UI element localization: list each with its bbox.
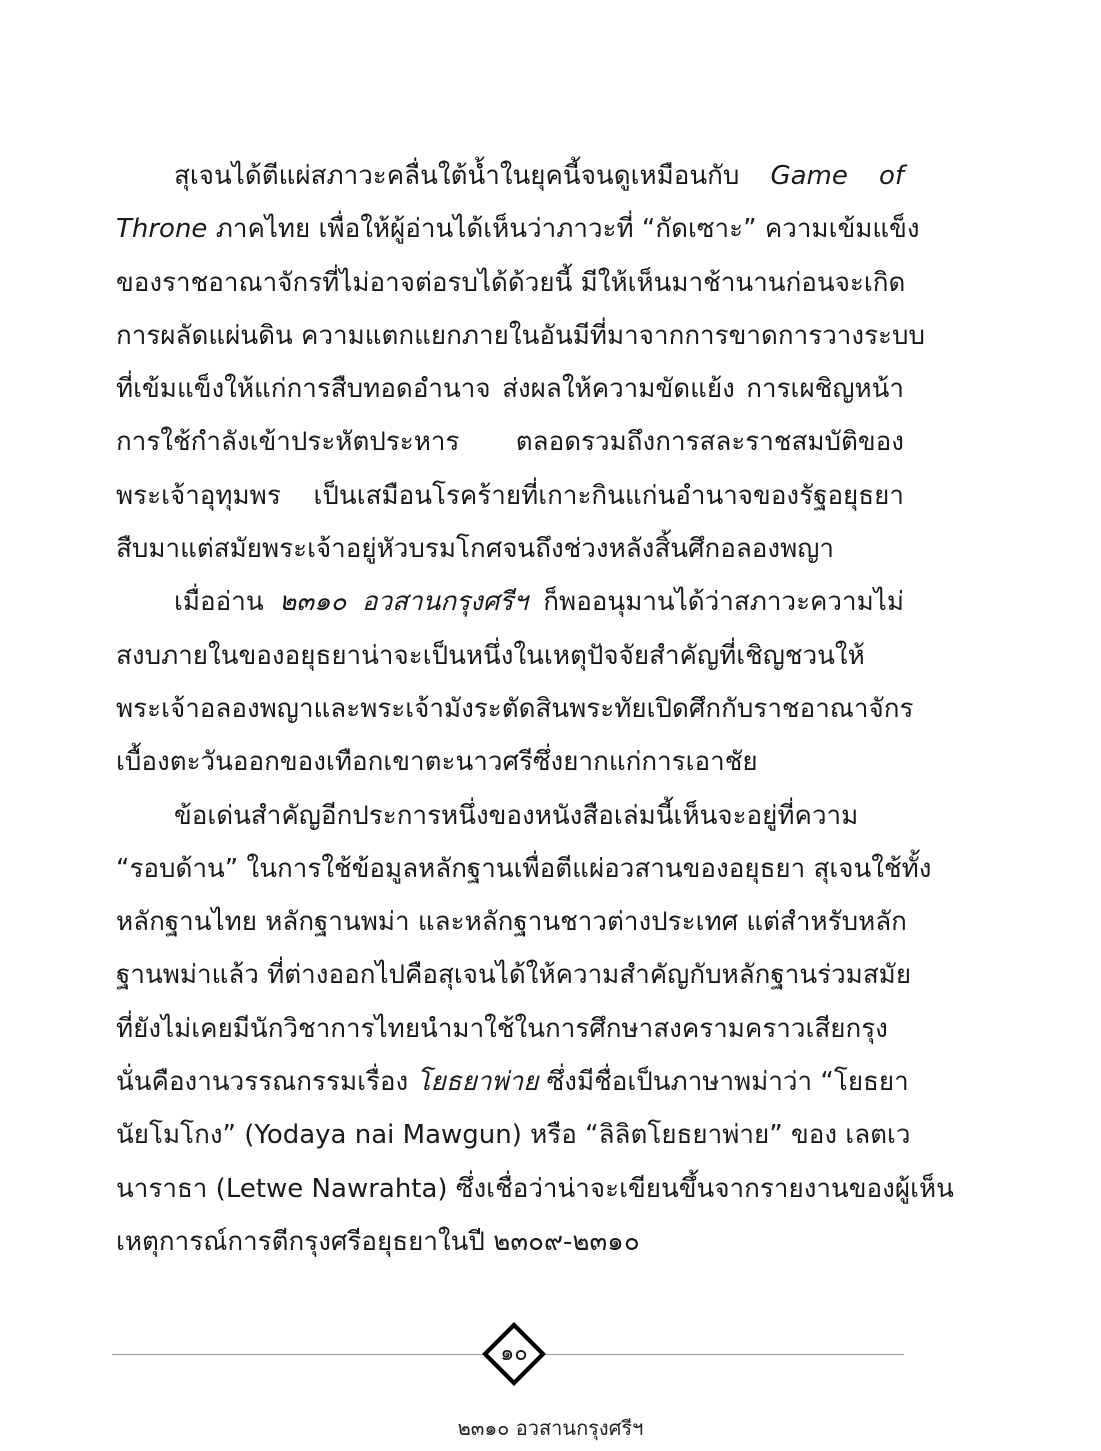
page-number: ๑๐ [500,1341,528,1366]
text-line: เมื่ออ่าน ๒๓๑๐ อวสานกรุงศรีฯ ก็พออนุมานได้ว่าสภาวะความไม่ [174,587,904,618]
text-line: พระเจ้าอลองพญาและพระเจ้ามังระตัดสินพระทัยเปิดศึกกับราชอาณาจักร [116,693,914,724]
text-line: สืบมาแต่สมัยพระเจ้าอยู่หัวบรมโกศจนถึงช่วงหลังสิ้นศึกอลองพญา [116,534,834,565]
text-line: การผลัดแผ่นดิน ความแตกแยกภายในอันมีที่มาจากการขาดการวางระบบ [116,320,926,351]
text-line: สงบภายในของอยุธยาน่าจะเป็นหนึ่งในเหตุปัจจัยสำคัญที่เชิญชวนให้ [116,640,865,671]
text-line: ฐานพม่าแล้ว ที่ต่างออกไปคือสุเจนได้ให้ความสำคัญกับหลักฐานร่วมสมัย [116,960,912,991]
text-line: ที่ยังไม่เคยมีนักวิชาการไทยนำมาใช้ในการศึกษาสงครามคราวเสียกรุง [116,1013,888,1044]
text-line: เหตุการณ์การตีกรุงศรีอยุธยาในปี ๒๓๐๙-๒๓๑๐ [116,1226,640,1257]
running-footer-title: ๒๓๑๐ อวสานกรุงศรีฯ [457,1416,644,1440]
text-line: นั่นคืองานวรรณกรรมเรื่อง โยธยาพ่าย ซึ่งมีชื่อเป็นภาษาพม่าว่า “โยธยา [116,1067,909,1098]
work-title-emphasis: โยธยาพ่าย [416,1067,539,1098]
text-line: สุเจนได้ตีแผ่สภาวะคลื่นใต้น้ำในยุคนี้จนดูเหมือนกับ Game of [174,161,905,191]
body-text [116,150,954,1269]
text-line: “รอบด้าน” ในการใช้ข้อมูลหลักฐานเพื่อตีแผ่อวสานของอยุธยา สุเจนใช้ทั้ง [116,853,932,884]
text-line: ที่เข้มแข็งให้แก่การสืบทอดอำนาจ ส่งผลให้ความขัดแย้ง การเผชิญหน้า [116,374,904,405]
text-line: เบื้องตะวันออกของเทือกเขาตะนาวศรีซึ่งยากแก่การเอาชัย [116,747,758,778]
text-line: นัยโมโกง” (Yodaya nai Mawgun) หรือ “ลิลิตโยธยาพ่าย” ของ เลตเว [116,1120,911,1151]
text-line: ข้อเด่นสำคัญอีกประการหนึ่งของหนังสือเล่มนี้เห็นจะอยู่ที่ความ [174,800,859,831]
emphasis-text: Game of [770,161,905,191]
text-line: การใช้กำลังเข้าประหัตประหาร ตลอดรวมถึงการสละราชสมบัติของ [116,427,904,458]
emphasis-text: Throne [116,214,208,245]
text-line: พระเจ้าอุทุมพร เป็นเสมือนโรคร้ายที่เกาะกินแก่นอำนาจของรัฐอยุธยา [116,480,904,511]
book-title-emphasis: ๒๓๑๐ อวสานกรุงศรีฯ [279,587,528,618]
text-line: Throne ภาคไทย เพื่อให้ผู้อ่านได้เห็นว่าภาวะที่ “กัดเซาะ” ความเข้มแข็ง [116,214,920,245]
text-line: ของราชอาณาจักรที่ไม่อาจต่อรบได้ด้วยนี้ มีให้เห็นมาช้านานก่อนจะเกิด [116,267,906,298]
text-line: นาราธา (Letwe Nawrahta) ซึ่งเชื่อว่าน่าจะเขียนขึ้นจากรายงานของผู้เห็น [116,1173,954,1204]
text-line: หลักฐานไทย หลักฐานพม่า และหลักฐานชาวต่างประเทศ แต่สำหรับหลัก [116,907,907,938]
